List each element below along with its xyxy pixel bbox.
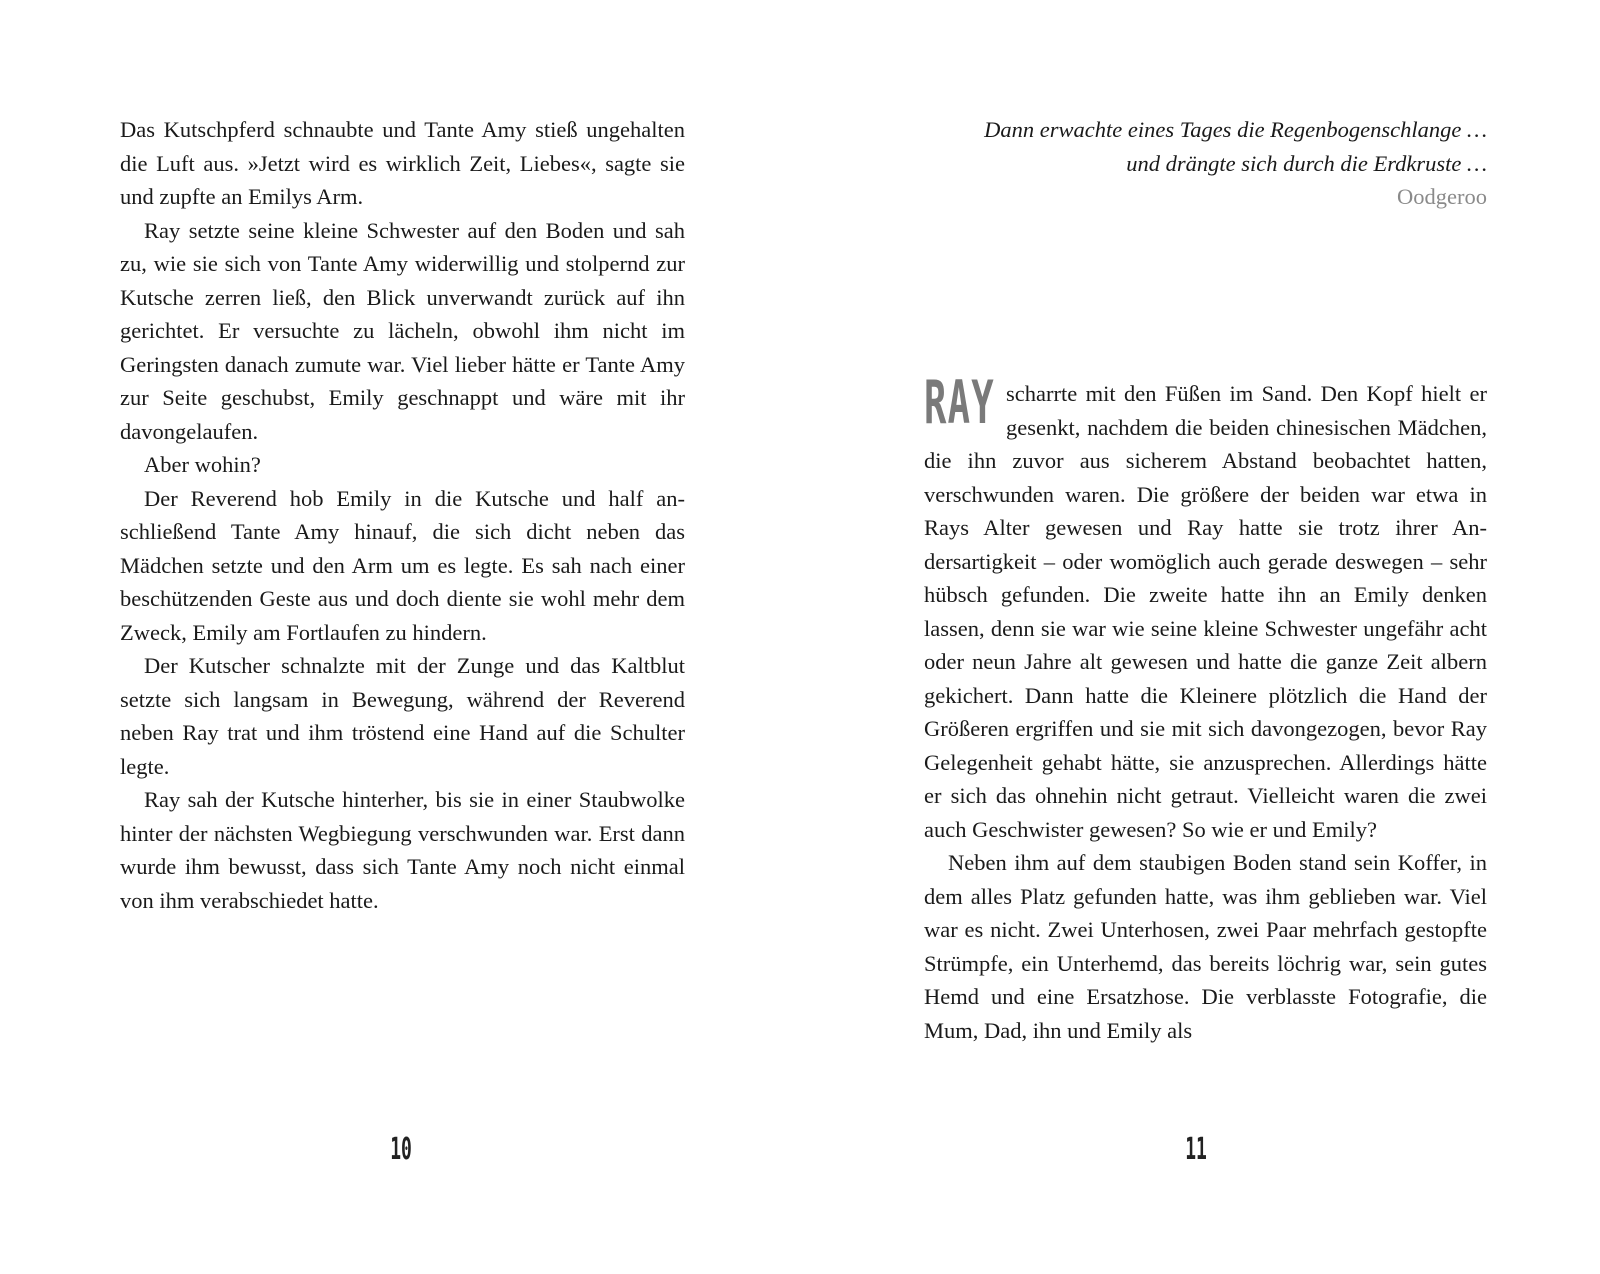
drop-cap: RAY xyxy=(924,368,995,438)
paragraph: Neben ihm auf dem staubigen Boden stand sein Koffer, in dem alles Platz gefunden hatte, was ihm geblieben war. Viel war es nicht. Zwei Unterhosen, zwei Paar mehrfach gestopfte Strümpfe, ein Unterhemd, das bereits löchrig war, sein gutes Hemd und eine Ersatzhose. Die verblasste Fotografie, die Mum, Dad, ihn und Emily als xyxy=(924,850,1487,1043)
right-page xyxy=(800,0,1600,1274)
paragraph: Der Reverend hob Emily in die Kutsche und half anschließend Tante Amy hinauf, die sich dicht neben das Mädchen setzte und den Arm um es legte. Es sah nach einer beschützenden Geste aus und doch diente sie wohl mehr dem Zweck, Emily am Fortlaufen zu hindern. xyxy=(120,485,685,645)
epigraph-author: Oodgeroo xyxy=(1397,184,1487,209)
paragraph: Der Kutscher schnalzte mit der Zunge und das Kaltblut setzte sich langsam in Bewegung, während der Reverend neben Ray trat und ihm tröstend eine Hand auf die Schulter legte. xyxy=(120,653,685,779)
right-page-body xyxy=(924,368,1487,1047)
paragraph: Ray setzte seine kleine Schwester auf den Boden und sah zu, wie sie sich von Tante Amy widerwillig und stolpernd zur Kutsche zerren ließ, den Blick unverwandt zurück auf ihn gerichtet. Er versuchte zu lächeln, obwohl ihm nicht im Geringsten danach zumute war. Viel lieber hätte er Tante Amy zur Seite geschubst, Emily geschnappt und wäre mit ihr davongelaufen. xyxy=(120,217,685,444)
page-number-left: 10 xyxy=(390,1132,412,1167)
paragraph: Aber wohin? xyxy=(144,452,261,477)
paragraph: Ray sah der Kutsche hinterher, bis sie in einer Staubwolke hinter der nächsten Wegbiegung verschwunden war. Erst dann wurde ihm bewusst, dass sich Tante Amy noch nicht einmal von ihm verabschiedet hatte. xyxy=(120,787,685,913)
page-number-right: 11 xyxy=(1185,1132,1207,1167)
epigraph xyxy=(927,113,1487,214)
epigraph-line-2: und drängte sich durch die Erdkruste … xyxy=(1126,150,1487,176)
epigraph-line-1: Dann erwachte eines Tages die Regenbogenschlange … xyxy=(984,117,1487,142)
left-page-body xyxy=(120,113,685,917)
paragraph: Das Kutschpferd schnaubte und Tante Amy stieß ungehalten die Luft aus. »Jetzt wird es wirklich Zeit, Liebes«, sagte sie und zupfte an Emilys Arm. xyxy=(120,117,685,209)
chapter-opening-paragraph xyxy=(924,368,1487,846)
paragraph-text: scharrte mit den Füßen im Sand. Den Kopf hielt er gesenkt, nachdem die beiden chinesischen Mädchen, die ihn zuvor aus sicherem Abstand beobachtet hatten, verschwunden waren. Die größere der beiden war etwa in Rays Alter gewesen und Ray hatte sie trotz ihrer Andersartigkeit – oder womöglich auch gerade deswegen – sehr hübsch gefunden. Die zweite hatte ihn an Emily denken lassen, denn sie war wie seine kleine Schwester ungefähr acht oder neun Jahre alt gewesen und hatte die ganze Zeit albern gekichert. Dann hatte die Kleinere plötzlich die Hand der Größeren ergriffen und sie mit sich davongezogen, bevor Ray Gelegenheit gehabt hätte, sie anzusprechen. Allerdings hätte er sich das ohnehin nicht getraut. Vielleicht waren die zwei auch Geschwister gewesen? So wie er und Emily? xyxy=(924,381,1487,842)
